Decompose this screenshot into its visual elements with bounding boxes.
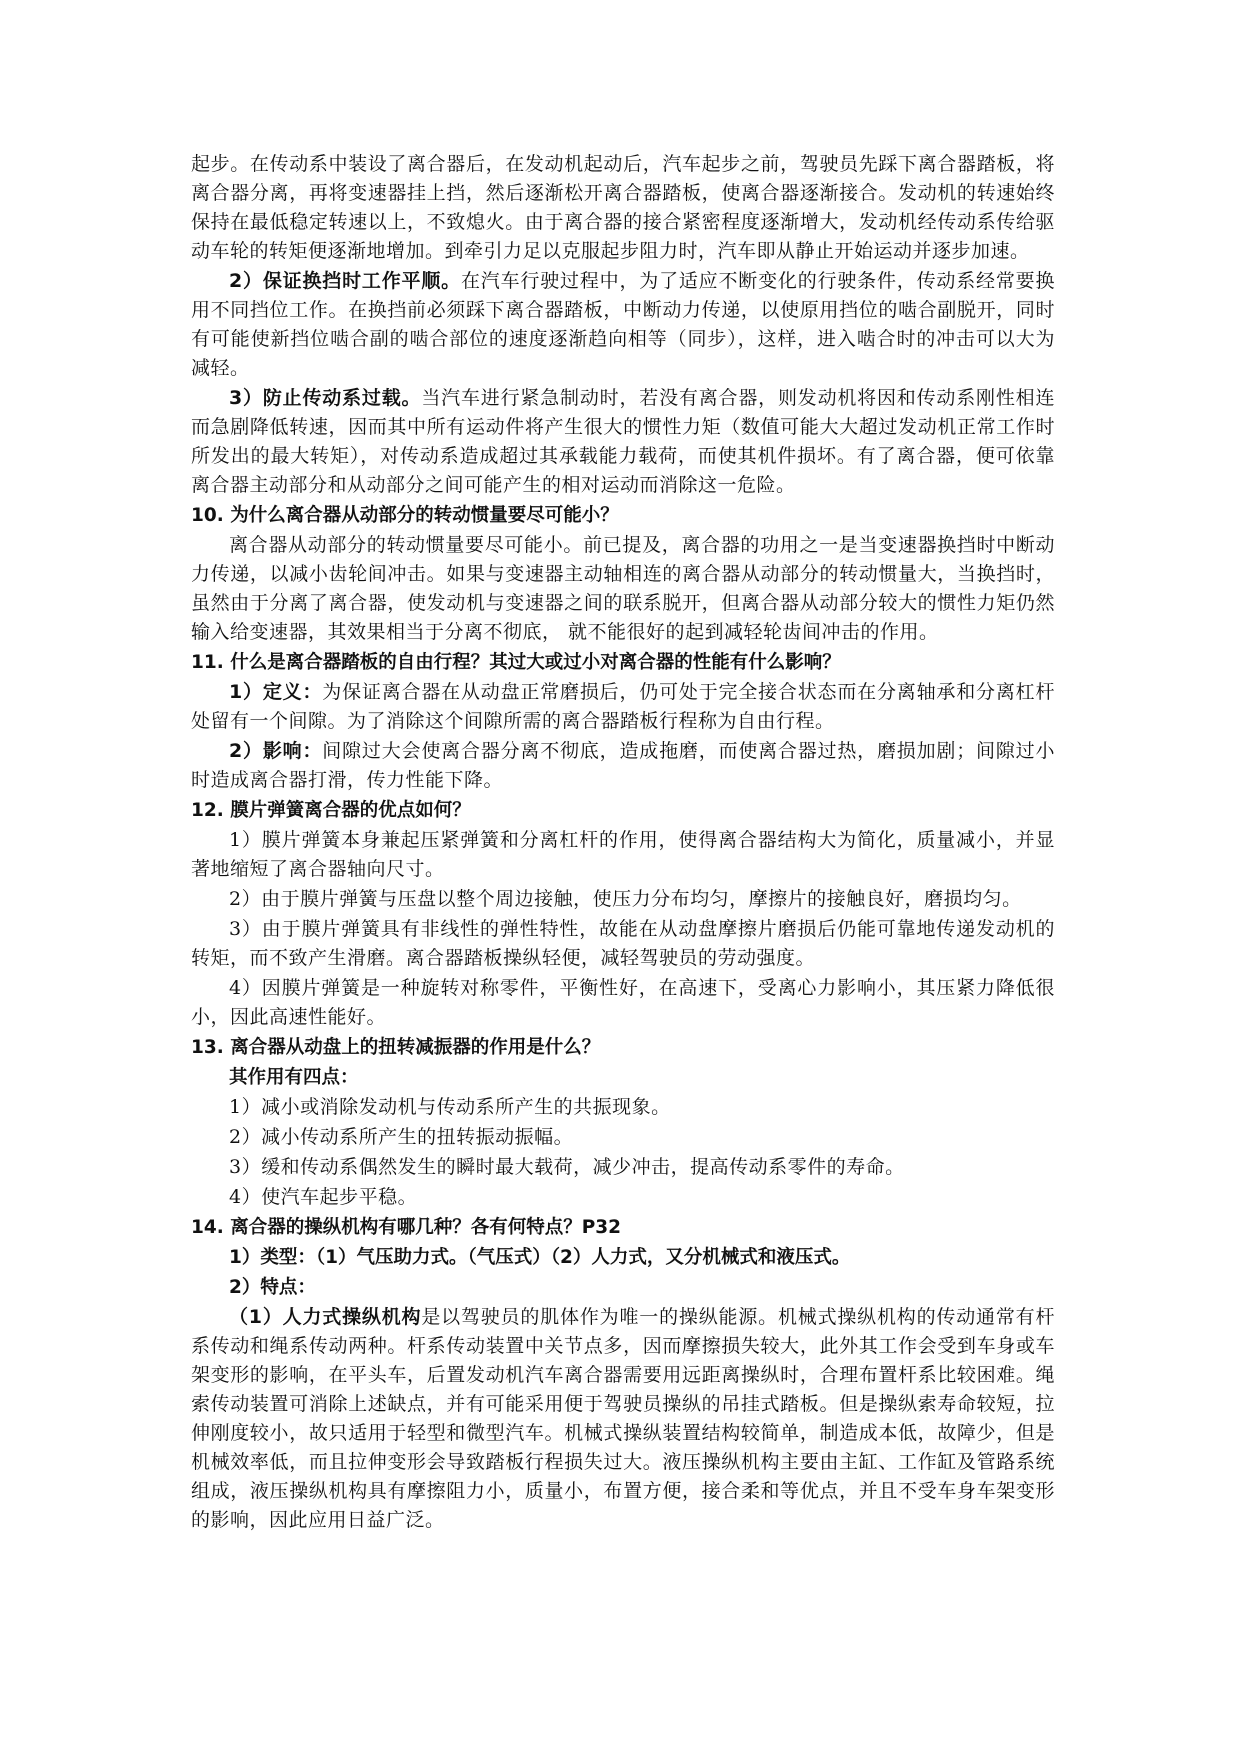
function-2-lead: 2）保证换挡时工作平顺。: [229, 270, 461, 292]
answer-13-item: 2）减小传动系所产生的扭转振动振幅。: [229, 1126, 574, 1148]
question-13-heading: 13. 离合器从动盘上的扭转减振器的作用是什么？: [191, 1037, 601, 1058]
manual-mechanism-lead: （1）人力式操纵机构: [229, 1306, 422, 1328]
question-12-heading: 12. 膜片弹簧离合器的优点如何？: [191, 800, 471, 821]
document-body: [191, 150, 1055, 1536]
question-14-heading: 14. 离合器的操纵机构有哪几种？各有何特点？P32: [191, 1217, 622, 1238]
function-3-lead: 3）防止传动系过载。: [229, 387, 422, 409]
answer-12-item: 3）由于膜片弹簧具有非线性的弹性特性，故能在从动盘摩擦片磨损后仍能可靠地传递发动机的转矩，而不致产生滑磨。离合器踏板操纵轻便，减轻驾驶员的劳动强度。: [191, 918, 1055, 969]
intro-paragraph: 起步。在传动系中装设了离合器后，在发动机起动后，汽车起步之前，驾驶员先踩下离合器踏板，将离合器分离，再将变速器挂上挡，然后逐渐松开离合器踏板，使离合器逐渐接合。发动机的转速始终保持在最低稳定转速以上，不致熄火。由于离合器的接合紧密程度逐渐增大，发动机经传动系传给驱动车轮的转矩便逐渐地增加。到牵引力足以克服起步阻力时，汽车即从静止开始运动并逐步加速。: [191, 153, 1055, 262]
answer-10-paragraph: 离合器从动部分的转动惯量要尽可能小。前已提及，离合器的功用之一是当变速器换挡时中断动力传递，以减小齿轮间冲击。如果与变速器主动轴相连的离合器从动部分的转动惯量大，当换挡时，虽然由于分离了离合器，使发动机与变速器之间的联系脱开，但离合器从动部分较大的惯性力矩仍然输入给变速器，其效果相当于分离不彻底， 就不能很好的起到减轻轮齿间冲击的作用。: [191, 534, 1055, 643]
function-3-paragraph: [191, 384, 1055, 500]
function-3-text: 当汽车进行紧急制动时，若没有离合器，则发动机将因和传动系刚性相连而急剧降低转速，因而其中所有运动件将产生很大的惯性力矩（数值可能大大超过发动机正常工作时所发出的最大转矩），对传动系造成超过其承载能力载荷，而使其机件损坏。有了离合器，便可依靠离合器主动部分和从动部分之间可能产生的相对运动而消除这一危险。: [191, 387, 1055, 496]
answer-12-item: 1）膜片弹簧本身兼起压紧弹簧和分离杠杆的作用，使得离合器结构大为简化，质量减小，并显著地缩短了离合器轴向尺寸。: [191, 829, 1055, 880]
answer-12-item: 4）因膜片弹簧是一种旋转对称零件，平衡性好，在高速下，受离心力影响小，其压紧力降低很小，因此高速性能好。: [191, 977, 1055, 1028]
answer-13-item: 1）减小或消除发动机与传动系所产生的共振现象。: [229, 1096, 671, 1118]
definition-text: 为保证离合器在从动盘正常磨损后，仍可处于完全接合状态而在分离轴承和分离杠杆处留有一个间隙。为了消除这个间隙所需的离合器踏板行程称为自由行程。: [191, 681, 1055, 732]
effect-text: 间隙过大会使离合器分离不彻底，造成拖磨，而使离合器过热，磨损加剧；间隙过小时造成离合器打滑，传力性能下降。: [191, 740, 1055, 791]
answer-12-item: 2）由于膜片弹簧与压盘以整个周边接触，使压力分布均匀，摩擦片的接触良好，磨损均匀。: [229, 888, 1022, 910]
function-2-text: 在汽车行驶过程中，为了适应不断变化的行驶条件，传动系经常要换用不同挡位工作。在换挡前必须踩下离合器踏板，中断动力传递，以使原用挡位的啮合副脱开，同时有可能使新挡位啮合副的啮合部位的速度逐渐趋向相等（同步），这样，进入啮合时的冲击可以大为减轻。: [191, 270, 1055, 379]
answer-14-types: 1）类型：（1）气压助力式。（气压式）（2）人力式，又分机械式和液压式。: [229, 1247, 851, 1268]
effect-lead: 2）影响：: [229, 740, 323, 762]
manual-mechanism-text: 是以驾驶员的肌体作为唯一的操纵能源。机械式操纵机构的传动通常有杆系传动和绳系传动两种。杆系传动装置中关节点多，因而摩擦损失较大，此外其工作会受到车身或车架变形的影响，在平头车，后置发动机汽车离合器需要用远距离操纵时，合理布置杆系比较困难。绳索传动装置可消除上述缺点，并有可能采用便于驾驶员操纵的吊挂式踏板。但是操纵索寿命较短，拉伸刚度较小，故只适用于轻型和微型汽车。机械式操纵装置结构较简单，制造成本低，故障少，但是机械效率低，而且拉伸变形会导致踏板行程损失过大。液压操纵机构主要由主缸、工作缸及管路系统组成，液压操纵机构具有摩擦阻力小，质量小，布置方便，接合柔和等优点，并且不受车身车架变形的影响，因此应用日益广泛。: [191, 1306, 1055, 1531]
answer-14-features-heading: 2）特点：: [229, 1277, 316, 1298]
function-2-paragraph: [191, 267, 1055, 383]
answer-11-effect: [191, 737, 1055, 795]
answer-13-subheading: 其作用有四点：: [229, 1067, 359, 1088]
answer-13-item: 4）使汽车起步平稳。: [229, 1186, 418, 1208]
question-11-heading: 11. 什么是离合器踏板的自由行程？其过大或过小对离合器的性能有什么影响？: [191, 652, 841, 673]
answer-11-definition: [191, 678, 1055, 736]
answer-14-paragraph: [191, 1303, 1055, 1535]
definition-lead: 1）定义：: [229, 681, 323, 703]
answer-13-item: 3）缓和传动系偶然发生的瞬时最大载荷，减少冲击，提高传动系零件的寿命。: [229, 1156, 905, 1178]
question-10-heading: 10. 为什么离合器从动部分的转动惯量要尽可能小？: [191, 505, 619, 526]
